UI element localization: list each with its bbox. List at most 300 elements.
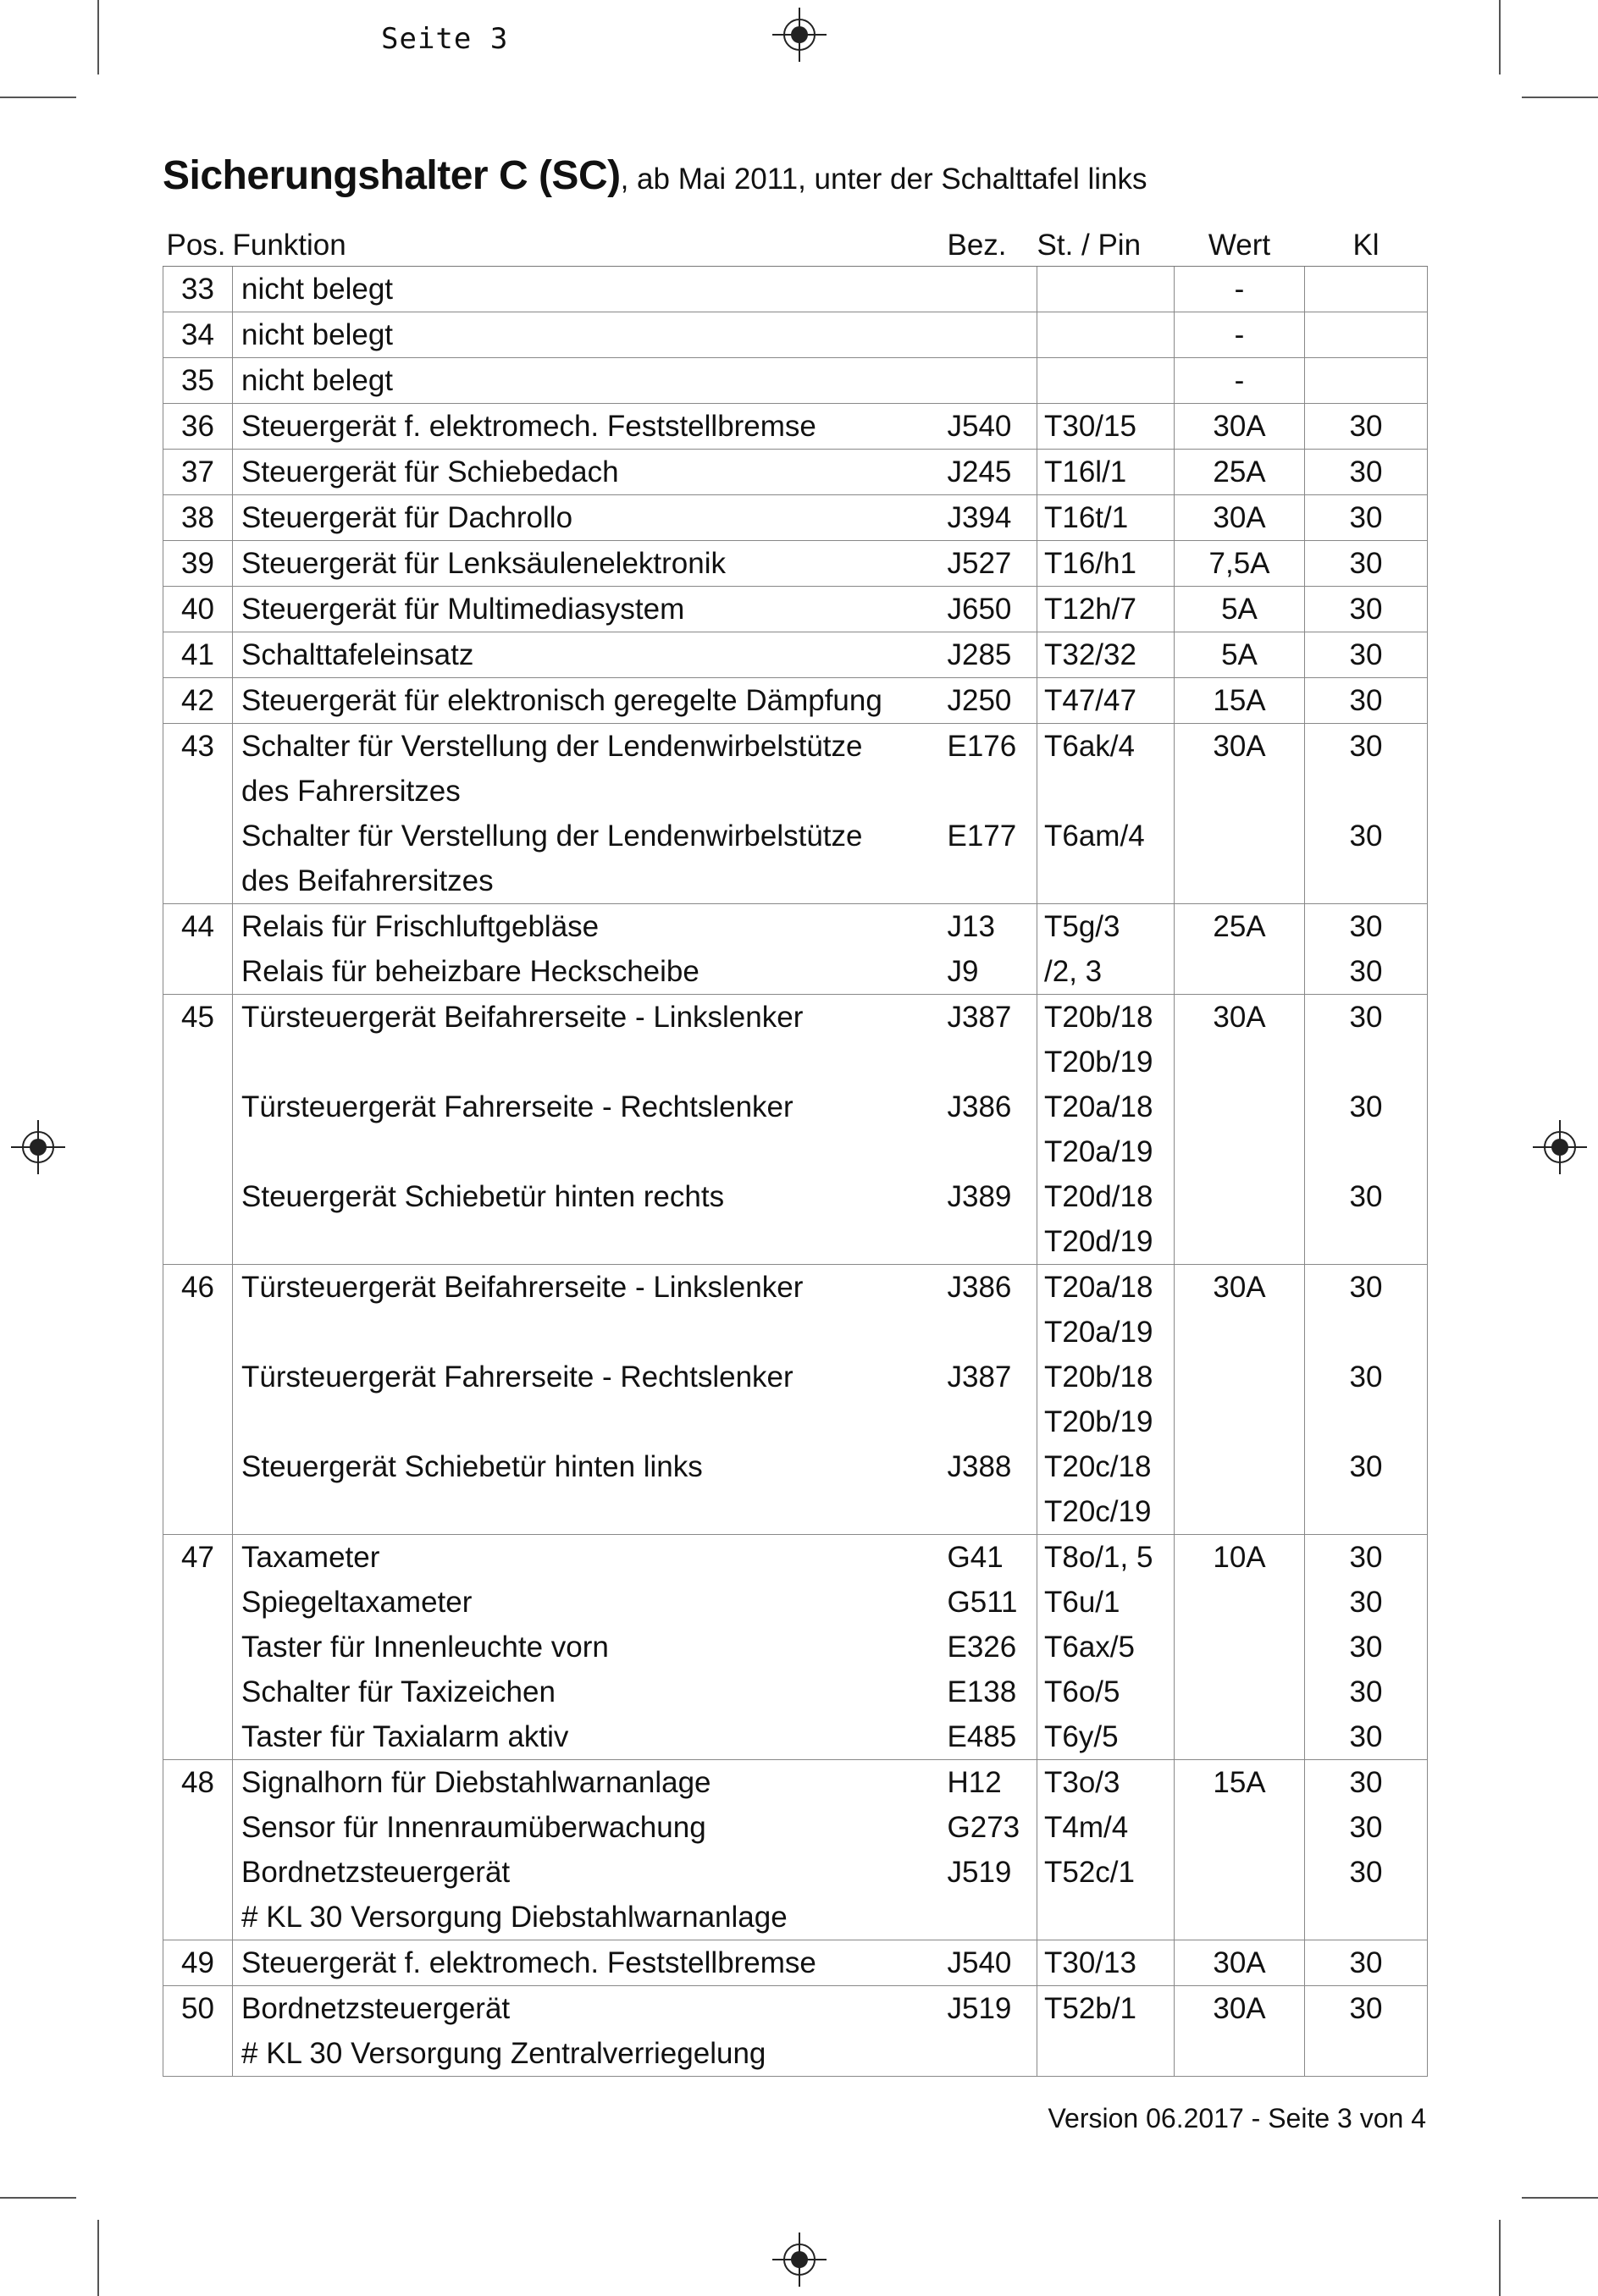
cell-function: Steuergerät f. elektromech. Feststellbremse bbox=[233, 404, 948, 450]
cell-bez: G41 bbox=[948, 1535, 1037, 1581]
cell-function: Steuergerät f. elektromech. Feststellbremse bbox=[233, 1940, 948, 1986]
table-row bbox=[163, 267, 1428, 312]
cell-pos: 44 bbox=[163, 904, 233, 950]
cell-function: Steuergerät für Lenksäulenelektronik bbox=[233, 541, 948, 587]
table-row bbox=[163, 904, 1428, 950]
table-row bbox=[163, 1040, 1428, 1085]
cell-function: Steuergerät Schiebetür hinten links bbox=[241, 1450, 703, 1483]
table-row bbox=[163, 858, 1428, 904]
cell-kl: 30 bbox=[1305, 587, 1428, 632]
cell-wert bbox=[1175, 1444, 1305, 1489]
cell-function bbox=[233, 1129, 948, 1174]
cell-pos: 43 bbox=[163, 724, 233, 770]
cell-kl: 30 bbox=[1305, 632, 1428, 678]
cell-kl: 30 bbox=[1305, 1714, 1428, 1760]
registration-mark-icon bbox=[772, 2233, 827, 2287]
cell-wert: 30A bbox=[1175, 1940, 1305, 1986]
header-function: Funktion bbox=[233, 218, 948, 267]
cell-wert bbox=[1175, 1850, 1305, 1895]
cell-bez bbox=[948, 1895, 1037, 1940]
cell-pos bbox=[163, 814, 233, 858]
registration-mark-icon bbox=[1533, 1120, 1587, 1174]
cell-kl bbox=[1305, 769, 1428, 814]
cell-pos: 49 bbox=[163, 1940, 233, 1986]
table-row bbox=[163, 495, 1428, 541]
cell-function: Sensor für Innenraumüberwachung bbox=[241, 1811, 706, 1844]
cell-pin: T6am/4 bbox=[1037, 814, 1175, 858]
cell-pin bbox=[1037, 1895, 1175, 1940]
cell-pos bbox=[163, 1040, 233, 1085]
cell-pos: 34 bbox=[163, 312, 233, 358]
cell-wert bbox=[1175, 1625, 1305, 1670]
cell-function: des Fahrersitzes bbox=[241, 775, 461, 808]
cell-wert bbox=[1175, 814, 1305, 858]
cell-pos bbox=[163, 1625, 233, 1670]
cell-pos bbox=[163, 1355, 233, 1399]
cell-bez: J389 bbox=[947, 1180, 1012, 1213]
cell-function: Signalhorn für Diebstahlwarnanlage bbox=[233, 1760, 948, 1806]
cell-kl bbox=[1305, 858, 1428, 904]
cell-kl bbox=[1305, 1040, 1428, 1085]
cell-pin: T20b/18 bbox=[1037, 1355, 1175, 1399]
cell-pin bbox=[1037, 858, 1175, 904]
cell-kl bbox=[1305, 1310, 1428, 1355]
crop-mark bbox=[0, 2197, 76, 2199]
cell-wert bbox=[1175, 1040, 1305, 1085]
cell-pin: T30/13 bbox=[1037, 1940, 1175, 1986]
table-row bbox=[163, 2031, 1428, 2077]
cell-pin: T20a/18 bbox=[1037, 1085, 1175, 1129]
header-bez: Bez. bbox=[948, 218, 1037, 267]
cell-pos bbox=[163, 1085, 233, 1129]
cell-bez: E176 bbox=[948, 724, 1037, 770]
cell-pos: 35 bbox=[163, 358, 233, 404]
cell-pin: T52b/1 bbox=[1037, 1986, 1175, 2032]
cell-pin: T3o/3 bbox=[1037, 1760, 1175, 1806]
cell-bez bbox=[948, 858, 1037, 904]
cell-kl: 30 bbox=[1305, 1625, 1428, 1670]
cell-function: des Beifahrersitzes bbox=[241, 864, 494, 897]
table-row bbox=[163, 1355, 1428, 1399]
cell-function bbox=[233, 1399, 948, 1444]
cell-kl: 30 bbox=[1305, 1580, 1428, 1625]
cell-bez: J650 bbox=[948, 587, 1037, 632]
cell-function: Türsteuergerät Beifahrerseite - Linkslenker bbox=[233, 1265, 948, 1311]
cell-kl bbox=[1305, 358, 1428, 404]
table-row bbox=[163, 450, 1428, 495]
cell-pin: T8o/1, 5 bbox=[1037, 1535, 1175, 1581]
cell-kl: 30 bbox=[1305, 1760, 1428, 1806]
table-row bbox=[163, 1805, 1428, 1850]
cell-pos: 50 bbox=[163, 1986, 233, 2032]
cell-function: Steuergerät für elektronisch geregelte Dämpfung bbox=[233, 678, 948, 724]
header-kl: Kl bbox=[1305, 218, 1428, 267]
cell-pos bbox=[163, 1129, 233, 1174]
table-row bbox=[163, 1129, 1428, 1174]
cell-function bbox=[233, 1310, 948, 1355]
cell-wert bbox=[1175, 1670, 1305, 1714]
table-row bbox=[163, 541, 1428, 587]
cell-pos bbox=[163, 1580, 233, 1625]
cell-function: Taxameter bbox=[233, 1535, 948, 1581]
cell-wert: 30A bbox=[1175, 1265, 1305, 1311]
cell-bez: J13 bbox=[948, 904, 1037, 950]
cell-bez: J540 bbox=[948, 1940, 1037, 1986]
cell-pin: T12h/7 bbox=[1037, 587, 1175, 632]
cell-wert bbox=[1175, 1355, 1305, 1399]
cell-function: nicht belegt bbox=[233, 358, 948, 404]
cell-pos: 45 bbox=[163, 995, 233, 1040]
cell-kl: 30 bbox=[1305, 541, 1428, 587]
cell-pin: T16l/1 bbox=[1037, 450, 1175, 495]
cell-pos: 46 bbox=[163, 1265, 233, 1311]
cell-kl: 30 bbox=[1305, 814, 1428, 858]
table-row bbox=[163, 724, 1428, 770]
cell-bez: J285 bbox=[948, 632, 1037, 678]
cell-pin: T20a/18 bbox=[1037, 1265, 1175, 1311]
cell-pin: T20c/18 bbox=[1037, 1444, 1175, 1489]
cell-bez bbox=[948, 1129, 1037, 1174]
cell-wert: 30A bbox=[1175, 1986, 1305, 2032]
cell-kl: 30 bbox=[1305, 1085, 1428, 1129]
cell-function: Türsteuergerät Beifahrerseite - Linkslenker bbox=[233, 995, 948, 1040]
cell-wert: 15A bbox=[1175, 678, 1305, 724]
cell-pin: T20b/19 bbox=[1037, 1399, 1175, 1444]
cell-pin: T6ax/5 bbox=[1037, 1625, 1175, 1670]
registration-mark-icon bbox=[11, 1120, 65, 1174]
cell-pin: T6y/5 bbox=[1037, 1714, 1175, 1760]
cell-kl bbox=[1305, 1399, 1428, 1444]
cell-bez bbox=[948, 769, 1037, 814]
cell-kl: 30 bbox=[1305, 1174, 1428, 1219]
cell-bez: G273 bbox=[947, 1811, 1020, 1844]
cell-kl bbox=[1305, 312, 1428, 358]
table-row bbox=[163, 1310, 1428, 1355]
cell-function: Taster für Innenleuchte vorn bbox=[241, 1631, 609, 1664]
table-row bbox=[163, 587, 1428, 632]
cell-pin: T6o/5 bbox=[1037, 1670, 1175, 1714]
cell-bez: H12 bbox=[948, 1760, 1037, 1806]
cell-pos bbox=[163, 1399, 233, 1444]
cell-wert: - bbox=[1175, 312, 1305, 358]
cell-wert bbox=[1175, 858, 1305, 904]
cell-kl bbox=[1305, 1129, 1428, 1174]
cell-wert: 30A bbox=[1175, 724, 1305, 770]
cell-wert: 7,5A bbox=[1175, 541, 1305, 587]
cell-bez: J519 bbox=[947, 1856, 1012, 1889]
cell-function: Relais für Frischluftgebläse bbox=[233, 904, 948, 950]
cell-bez: J245 bbox=[948, 450, 1037, 495]
cell-kl: 30 bbox=[1305, 724, 1428, 770]
cell-pin: T6u/1 bbox=[1037, 1580, 1175, 1625]
cell-wert bbox=[1175, 1219, 1305, 1265]
cell-wert: - bbox=[1175, 267, 1305, 312]
cell-wert bbox=[1175, 1714, 1305, 1760]
cell-kl bbox=[1305, 1219, 1428, 1265]
cell-wert: 25A bbox=[1175, 904, 1305, 950]
cell-bez: J540 bbox=[948, 404, 1037, 450]
cell-bez bbox=[948, 1310, 1037, 1355]
cell-kl: 30 bbox=[1305, 495, 1428, 541]
table-row bbox=[163, 404, 1428, 450]
cell-bez bbox=[948, 1040, 1037, 1085]
cell-kl: 30 bbox=[1305, 1850, 1428, 1895]
cell-pin: T20d/18 bbox=[1037, 1174, 1175, 1219]
cell-kl: 30 bbox=[1305, 1535, 1428, 1581]
cell-bez: J387 bbox=[947, 1360, 1012, 1394]
table-row bbox=[163, 312, 1428, 358]
cell-pos bbox=[163, 1850, 233, 1895]
cell-kl: 30 bbox=[1305, 1265, 1428, 1311]
table-header-row bbox=[163, 218, 1428, 267]
cell-pin: T5g/3 bbox=[1037, 904, 1175, 950]
cell-function: Steuergerät für Multimediasystem bbox=[233, 587, 948, 632]
cell-pos: 48 bbox=[163, 1760, 233, 1806]
cell-function: Schalttafeleinsatz bbox=[233, 632, 948, 678]
cell-bez: J387 bbox=[948, 995, 1037, 1040]
cell-pos bbox=[163, 2031, 233, 2077]
table-row bbox=[163, 1265, 1428, 1311]
cell-bez: J527 bbox=[948, 541, 1037, 587]
cell-pos: 33 bbox=[163, 267, 233, 312]
cell-wert: 5A bbox=[1175, 632, 1305, 678]
crop-mark bbox=[97, 2220, 99, 2296]
crop-mark bbox=[1522, 97, 1598, 98]
cell-pin bbox=[1037, 312, 1175, 358]
table-row bbox=[163, 1986, 1428, 2032]
cell-bez: J386 bbox=[948, 1265, 1037, 1311]
cell-pin bbox=[1037, 769, 1175, 814]
cell-wert: 10A bbox=[1175, 1535, 1305, 1581]
cell-wert: 25A bbox=[1175, 450, 1305, 495]
table-body bbox=[163, 267, 1428, 2077]
cell-pin: T30/15 bbox=[1037, 404, 1175, 450]
cell-pin bbox=[1037, 267, 1175, 312]
cell-pin: T16t/1 bbox=[1037, 495, 1175, 541]
cell-wert bbox=[1175, 1895, 1305, 1940]
cell-pos: 36 bbox=[163, 404, 233, 450]
fuse-table-container bbox=[163, 218, 1427, 2077]
cell-pos: 41 bbox=[163, 632, 233, 678]
cell-kl bbox=[1305, 1489, 1428, 1535]
crop-mark bbox=[1499, 0, 1501, 75]
cell-bez: J9 bbox=[947, 955, 979, 988]
cell-kl: 30 bbox=[1305, 404, 1428, 450]
cell-pos bbox=[163, 769, 233, 814]
table-row bbox=[163, 1940, 1428, 1986]
cell-pin: T32/32 bbox=[1037, 632, 1175, 678]
cell-pin: T20a/19 bbox=[1037, 1129, 1175, 1174]
cell-kl: 30 bbox=[1305, 450, 1428, 495]
header-pos: Pos. bbox=[163, 218, 233, 267]
cell-kl: 30 bbox=[1305, 1805, 1428, 1850]
cell-function: Steuergerät für Dachrollo bbox=[233, 495, 948, 541]
footer-version: Version 06.2017 - Seite 3 von 4 bbox=[1048, 2103, 1426, 2133]
cell-function: # KL 30 Versorgung Zentralverriegelung bbox=[233, 2031, 948, 2077]
cell-function: Türsteuergerät Fahrerseite - Rechtslenker bbox=[241, 1090, 793, 1123]
cell-pin: T16/h1 bbox=[1037, 541, 1175, 587]
cell-kl: 30 bbox=[1305, 995, 1428, 1040]
cell-wert bbox=[1175, 2031, 1305, 2077]
cell-pos bbox=[163, 1174, 233, 1219]
cell-pos: 38 bbox=[163, 495, 233, 541]
crop-mark bbox=[1499, 2220, 1501, 2296]
cell-function bbox=[233, 1489, 948, 1535]
cell-function: Steuergerät Schiebetür hinten rechts bbox=[241, 1180, 725, 1213]
cell-wert bbox=[1175, 1805, 1305, 1850]
cell-pos: 39 bbox=[163, 541, 233, 587]
cell-bez bbox=[948, 358, 1037, 404]
cell-wert bbox=[1175, 1129, 1305, 1174]
table-row bbox=[163, 1535, 1428, 1581]
cell-kl: 30 bbox=[1305, 1986, 1428, 2032]
page-title bbox=[163, 152, 1433, 199]
cell-kl bbox=[1305, 267, 1428, 312]
cell-bez bbox=[948, 2031, 1037, 2077]
fuse-table bbox=[163, 218, 1428, 2077]
title-main: Sicherungshalter C (SC) bbox=[163, 153, 621, 198]
cell-pin: T20d/19 bbox=[1037, 1219, 1175, 1265]
cell-bez bbox=[948, 1219, 1037, 1265]
cell-bez: J394 bbox=[948, 495, 1037, 541]
cell-bez: E138 bbox=[947, 1675, 1017, 1708]
table-row bbox=[163, 1850, 1428, 1895]
table-row bbox=[163, 1714, 1428, 1760]
cell-pos bbox=[163, 1444, 233, 1489]
cell-pin bbox=[1037, 2031, 1175, 2077]
cell-wert bbox=[1175, 1399, 1305, 1444]
cell-wert: - bbox=[1175, 358, 1305, 404]
cell-wert bbox=[1175, 1174, 1305, 1219]
table-row bbox=[163, 678, 1428, 724]
table-row bbox=[163, 814, 1428, 858]
cell-function bbox=[233, 1040, 948, 1085]
cell-kl: 30 bbox=[1305, 1355, 1428, 1399]
cell-wert bbox=[1175, 1489, 1305, 1535]
cell-pin: T52c/1 bbox=[1037, 1850, 1175, 1895]
cell-function: nicht belegt bbox=[233, 312, 948, 358]
cell-bez: J519 bbox=[948, 1986, 1037, 2032]
table-row bbox=[163, 995, 1428, 1040]
cell-function: Türsteuergerät Fahrerseite - Rechtslenker bbox=[241, 1360, 793, 1394]
cell-bez bbox=[948, 267, 1037, 312]
cell-pos bbox=[163, 949, 233, 995]
cell-pos: 42 bbox=[163, 678, 233, 724]
cell-pin: T47/47 bbox=[1037, 678, 1175, 724]
cell-function: Spiegeltaxameter bbox=[241, 1586, 473, 1619]
cell-function bbox=[233, 1219, 948, 1265]
table-row bbox=[163, 1085, 1428, 1129]
cell-kl: 30 bbox=[1305, 1444, 1428, 1489]
cell-function: Bordnetzsteuergerät bbox=[241, 1856, 511, 1889]
table-row bbox=[163, 1670, 1428, 1714]
cell-pos: 40 bbox=[163, 587, 233, 632]
cell-pin: T20b/18 bbox=[1037, 995, 1175, 1040]
table-row bbox=[163, 1489, 1428, 1535]
table-row bbox=[163, 632, 1428, 678]
cell-kl: 30 bbox=[1305, 949, 1428, 995]
table-row bbox=[163, 358, 1428, 404]
cell-pin: /2, 3 bbox=[1037, 949, 1175, 995]
cell-kl: 30 bbox=[1305, 1940, 1428, 1986]
header-pin: St. / Pin bbox=[1037, 218, 1175, 267]
cell-bez: J250 bbox=[948, 678, 1037, 724]
table-row bbox=[163, 1625, 1428, 1670]
cell-function: Taster für Taxialarm aktiv bbox=[241, 1720, 569, 1753]
cell-wert bbox=[1175, 1085, 1305, 1129]
cell-wert bbox=[1175, 949, 1305, 995]
cell-pos bbox=[163, 1489, 233, 1535]
cell-pos: 47 bbox=[163, 1535, 233, 1581]
cell-pos bbox=[163, 858, 233, 904]
header-wert: Wert bbox=[1175, 218, 1305, 267]
cell-kl bbox=[1305, 2031, 1428, 2077]
table-row bbox=[163, 1580, 1428, 1625]
cell-function: Relais für beheizbare Heckscheibe bbox=[241, 955, 699, 988]
cell-function: # KL 30 Versorgung Diebstahlwarnanlage bbox=[241, 1901, 788, 1934]
cell-pos bbox=[163, 1670, 233, 1714]
cell-wert bbox=[1175, 769, 1305, 814]
cell-wert: 30A bbox=[1175, 404, 1305, 450]
page-label: Seite 3 bbox=[381, 22, 509, 56]
cell-function: Schalter für Verstellung der Lendenwirbelstütze bbox=[233, 724, 948, 770]
table-row bbox=[163, 1174, 1428, 1219]
cell-function: Bordnetzsteuergerät bbox=[233, 1986, 948, 2032]
cell-bez bbox=[948, 1399, 1037, 1444]
cell-pos bbox=[163, 1714, 233, 1760]
crop-mark bbox=[0, 97, 76, 98]
table-row bbox=[163, 1399, 1428, 1444]
cell-pos bbox=[163, 1219, 233, 1265]
table-row bbox=[163, 769, 1428, 814]
cell-function: Schalter für Verstellung der Lendenwirbelstütze bbox=[241, 820, 863, 853]
crop-mark bbox=[97, 0, 99, 75]
cell-kl: 30 bbox=[1305, 1670, 1428, 1714]
cell-wert: 5A bbox=[1175, 587, 1305, 632]
cell-bez: E326 bbox=[947, 1631, 1017, 1664]
cell-kl bbox=[1305, 1895, 1428, 1940]
cell-bez: J386 bbox=[947, 1090, 1012, 1123]
cell-pin: T6ak/4 bbox=[1037, 724, 1175, 770]
cell-pin: T20a/19 bbox=[1037, 1310, 1175, 1355]
cell-bez bbox=[948, 312, 1037, 358]
table-row bbox=[163, 1760, 1428, 1806]
cell-wert: 15A bbox=[1175, 1760, 1305, 1806]
table-row bbox=[163, 1219, 1428, 1265]
table-row bbox=[163, 949, 1428, 995]
cell-wert: 30A bbox=[1175, 495, 1305, 541]
cell-pin: T20c/19 bbox=[1037, 1489, 1175, 1535]
cell-kl: 30 bbox=[1305, 678, 1428, 724]
cell-pin: T20b/19 bbox=[1037, 1040, 1175, 1085]
cell-bez: J388 bbox=[947, 1450, 1012, 1483]
cell-bez bbox=[948, 1489, 1037, 1535]
cell-wert: 30A bbox=[1175, 995, 1305, 1040]
registration-mark-icon bbox=[772, 8, 827, 62]
cell-pos bbox=[163, 1805, 233, 1850]
cell-pos bbox=[163, 1310, 233, 1355]
cell-kl: 30 bbox=[1305, 904, 1428, 950]
crop-mark bbox=[1522, 2197, 1598, 2199]
cell-wert bbox=[1175, 1310, 1305, 1355]
table-row bbox=[163, 1895, 1428, 1940]
cell-pin: T4m/4 bbox=[1037, 1805, 1175, 1850]
cell-function: nicht belegt bbox=[233, 267, 948, 312]
cell-bez: E485 bbox=[947, 1720, 1017, 1753]
cell-wert bbox=[1175, 1580, 1305, 1625]
table-row bbox=[163, 1444, 1428, 1489]
cell-bez: G511 bbox=[947, 1586, 1018, 1619]
